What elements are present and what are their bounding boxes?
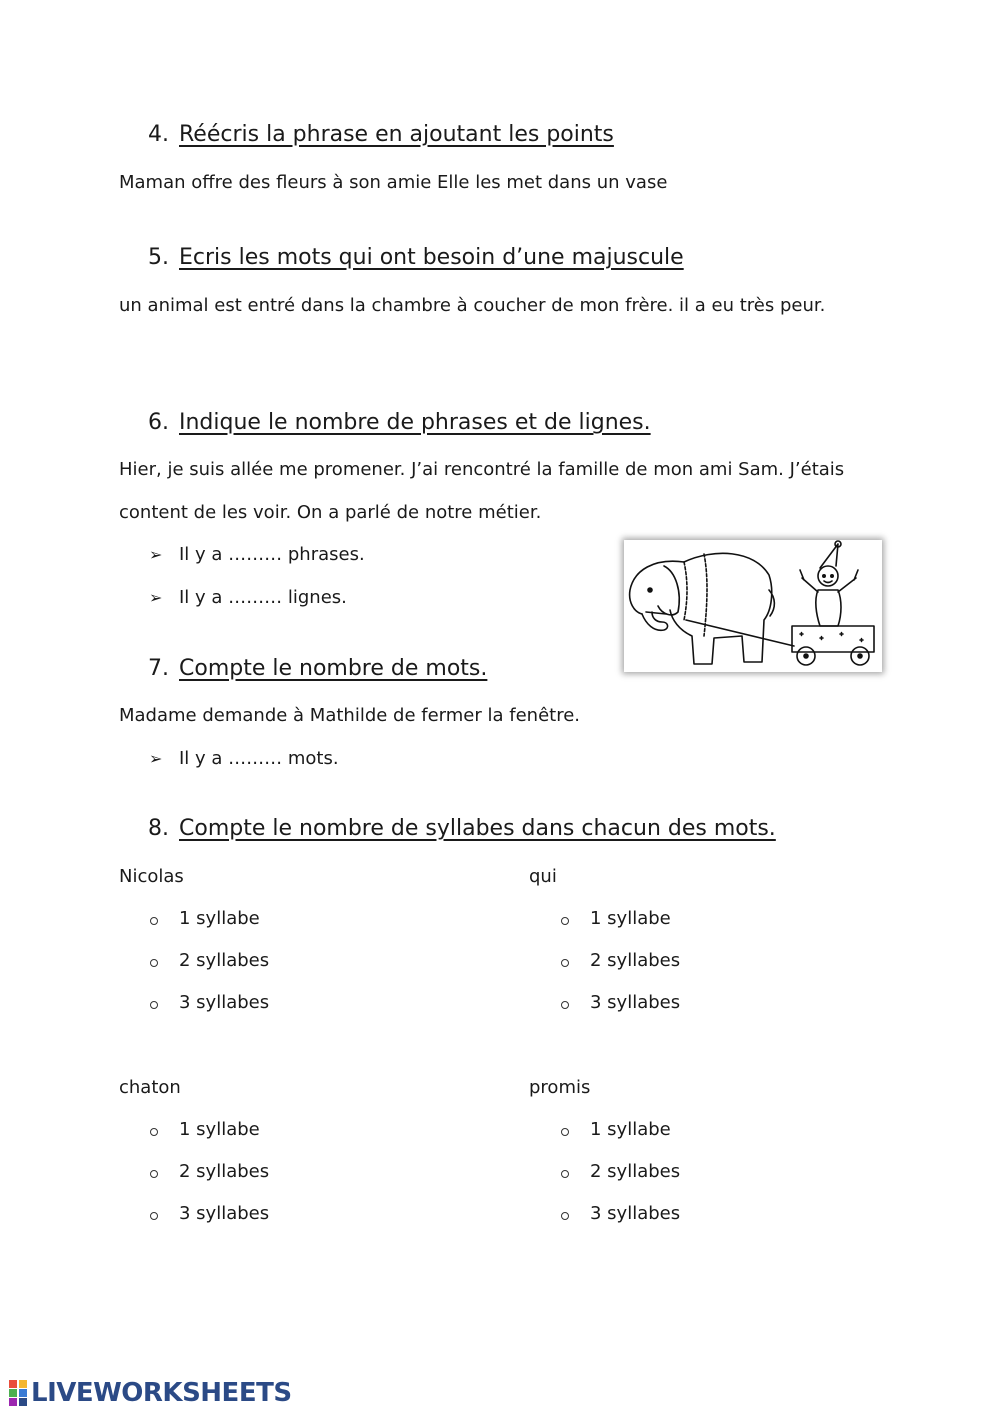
q8-word-promis: promis xyxy=(529,1077,591,1098)
q8-option-label[interactable]: 3 syllabes xyxy=(179,992,270,1013)
liveworksheets-blocks-icon xyxy=(8,1379,28,1407)
q8-word-nicolas: Nicolas xyxy=(119,866,184,887)
liveworksheets-logo[interactable] xyxy=(8,1378,292,1408)
q6-text-line2: content de les voir. On a parlé de notre métier. xyxy=(119,502,542,523)
q5-title: Ecris les mots qui ont besoin d’une majuscule xyxy=(179,245,684,270)
radio-circle-icon[interactable] xyxy=(561,1128,569,1136)
brand-name: LIVEWORKSHEETS xyxy=(31,1378,292,1408)
radio-circle-icon[interactable] xyxy=(561,959,569,967)
q8-option-label[interactable]: 1 syllabe xyxy=(590,1119,671,1140)
radio-circle-icon[interactable] xyxy=(561,917,569,925)
q5-sentence: un animal est entré dans la chambre à coucher de mon frère. il a eu très peur. xyxy=(119,295,826,316)
q8-option-label[interactable]: 2 syllabes xyxy=(590,950,681,971)
q8-number: 8. xyxy=(148,816,169,841)
radio-circle-icon[interactable] xyxy=(561,1212,569,1220)
q7-title: Compte le nombre de mots. xyxy=(179,656,488,681)
q8-title: Compte le nombre de syllabes dans chacun des mots. xyxy=(179,816,776,841)
q8-option-label[interactable]: 2 syllabes xyxy=(590,1161,681,1182)
arrow-bullet-icon: ➢ xyxy=(149,749,163,768)
q8-option-label[interactable]: 3 syllabes xyxy=(590,992,681,1013)
arrow-bullet-icon: ➢ xyxy=(149,545,163,564)
q5-number: 5. xyxy=(148,245,169,270)
q6-answer-lignes: Il y a ……… lignes. xyxy=(179,587,347,608)
radio-circle-icon[interactable] xyxy=(150,1001,158,1009)
q6-number: 6. xyxy=(148,410,169,435)
radio-circle-icon[interactable] xyxy=(150,1170,158,1178)
elephant-clown-wagon-illustration xyxy=(624,540,882,672)
arrow-bullet-icon: ➢ xyxy=(149,588,163,607)
q8-option-label[interactable]: 3 syllabes xyxy=(179,1203,270,1224)
q8-option-label[interactable]: 1 syllabe xyxy=(179,908,260,929)
q4-number: 4. xyxy=(148,122,169,147)
q8-option-label[interactable]: 2 syllabes xyxy=(179,1161,270,1182)
q6-title: Indique le nombre de phrases et de lignes. xyxy=(179,410,651,435)
q7-sentence: Madame demande à Mathilde de fermer la fenêtre. xyxy=(119,705,580,726)
q7-answer-mots: Il y a ……… mots. xyxy=(179,748,339,769)
q4-title: Réécris la phrase en ajoutant les points xyxy=(179,122,614,147)
q8-word-chaton: chaton xyxy=(119,1077,181,1098)
radio-circle-icon[interactable] xyxy=(561,1001,569,1009)
q8-option-label[interactable]: 1 syllabe xyxy=(590,908,671,929)
radio-circle-icon[interactable] xyxy=(150,1212,158,1220)
q4-sentence: Maman offre des fleurs à son amie Elle les met dans un vase xyxy=(119,172,668,193)
radio-circle-icon[interactable] xyxy=(561,1170,569,1178)
radio-circle-icon[interactable] xyxy=(150,917,158,925)
q8-option-label[interactable]: 1 syllabe xyxy=(179,1119,260,1140)
q6-answer-phrases: Il y a ……… phrases. xyxy=(179,544,365,565)
radio-circle-icon[interactable] xyxy=(150,1128,158,1136)
radio-circle-icon[interactable] xyxy=(150,959,158,967)
q6-text-line1: Hier, je suis allée me promener. J’ai rencontré la famille de mon ami Sam. J’étais xyxy=(119,459,845,480)
q8-option-label[interactable]: 3 syllabes xyxy=(590,1203,681,1224)
q8-option-label[interactable]: 2 syllabes xyxy=(179,950,270,971)
q7-number: 7. xyxy=(148,656,169,681)
q8-word-qui: qui xyxy=(529,866,557,887)
